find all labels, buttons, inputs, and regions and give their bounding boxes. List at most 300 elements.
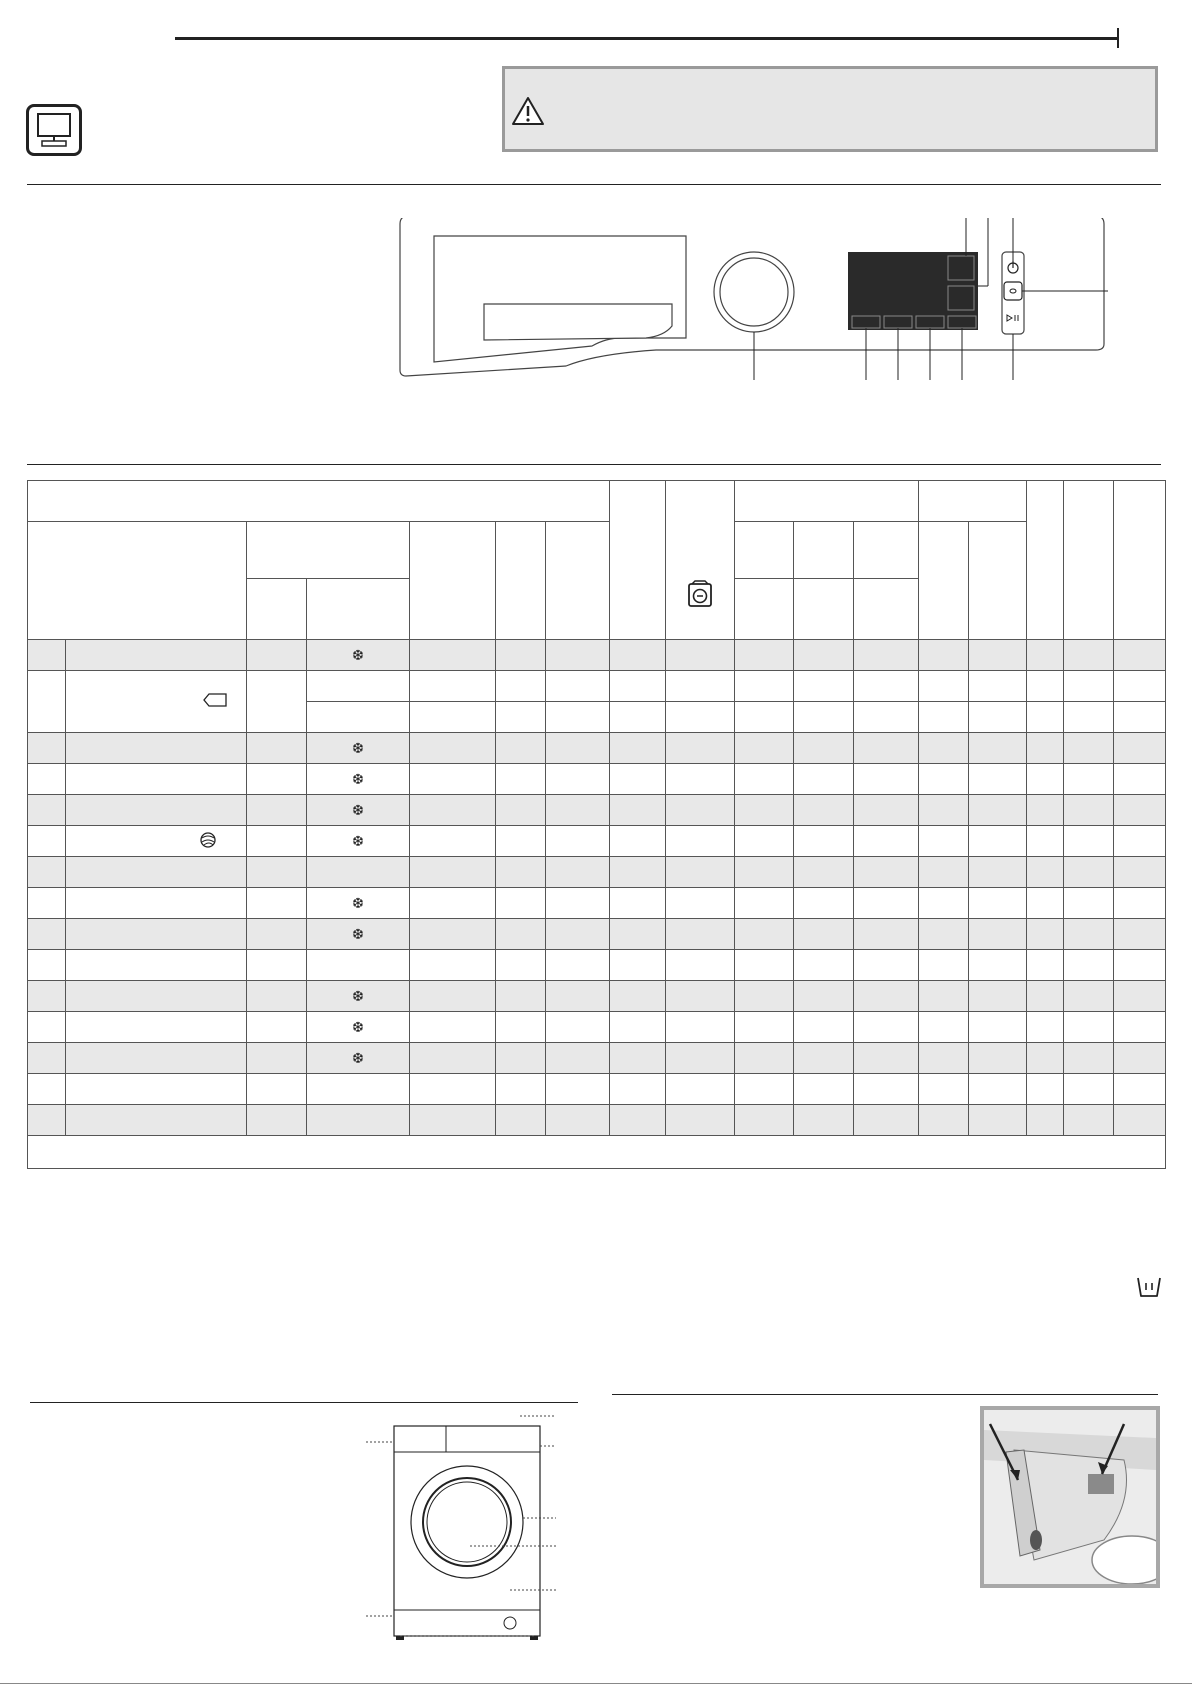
header-cell xyxy=(735,579,794,640)
table-header-row-2 xyxy=(28,522,1166,579)
table-cell xyxy=(1064,733,1114,764)
warning-box xyxy=(502,66,1158,152)
table-cell xyxy=(854,1043,919,1074)
table-cell xyxy=(496,1043,546,1074)
table-cell xyxy=(854,981,919,1012)
programme-name-cell xyxy=(66,1074,247,1105)
table-cell xyxy=(794,950,854,981)
table-cell xyxy=(794,1105,854,1136)
table-cell xyxy=(735,981,794,1012)
table-cell xyxy=(969,919,1027,950)
programme-name-cell xyxy=(66,764,247,795)
table-cell xyxy=(546,1012,610,1043)
table-cell xyxy=(1114,826,1166,857)
table-cell xyxy=(247,764,307,795)
table-cell xyxy=(1027,857,1064,888)
steam-drum-icon xyxy=(687,580,713,608)
table-cell xyxy=(307,1074,410,1105)
table-cell xyxy=(854,826,919,857)
table-cell xyxy=(1027,1043,1064,1074)
table-cell xyxy=(546,981,610,1012)
table-row xyxy=(28,640,1166,671)
table-cell xyxy=(919,1105,969,1136)
table-row xyxy=(28,919,1166,950)
programme-name-cell xyxy=(66,795,247,826)
table-cell xyxy=(1027,1012,1064,1043)
table-cell xyxy=(666,1074,735,1105)
snowflake-icon: ❆ xyxy=(352,832,364,849)
table-cell xyxy=(307,733,410,764)
table-cell xyxy=(919,1043,969,1074)
programme-number-cell xyxy=(28,1074,66,1105)
table-cell xyxy=(546,1043,610,1074)
table-row xyxy=(28,764,1166,795)
table-cell xyxy=(854,1105,919,1136)
table-cell xyxy=(735,702,794,733)
table-row xyxy=(28,1043,1166,1074)
table-cell xyxy=(546,857,610,888)
table-cell xyxy=(247,640,307,671)
table-cell xyxy=(1027,981,1064,1012)
table-cell xyxy=(1027,764,1064,795)
table-cell xyxy=(1114,640,1166,671)
table-cell xyxy=(410,826,496,857)
table-cell xyxy=(1064,919,1114,950)
table-cell xyxy=(496,1105,546,1136)
table-cell xyxy=(794,702,854,733)
table-cell xyxy=(854,671,919,702)
table-row xyxy=(28,1074,1166,1105)
table-cell xyxy=(969,1105,1027,1136)
header-cell xyxy=(735,522,794,579)
table-cell xyxy=(546,733,610,764)
programme-number-cell xyxy=(28,1012,66,1043)
table-cell xyxy=(1114,702,1166,733)
table-footer-cell xyxy=(28,1136,1166,1169)
table-cell xyxy=(1114,857,1166,888)
table-cell xyxy=(546,795,610,826)
table-cell xyxy=(1114,671,1166,702)
programme-table-body xyxy=(28,640,1166,1136)
table-cell xyxy=(410,733,496,764)
monitor-icon xyxy=(26,104,82,156)
header-cell xyxy=(546,522,610,640)
table-cell xyxy=(1114,1074,1166,1105)
section-rule-left xyxy=(30,1402,578,1403)
table-cell xyxy=(735,857,794,888)
snowflake-icon: ❆ xyxy=(352,739,364,756)
table-cell xyxy=(854,1074,919,1105)
display-screen xyxy=(848,252,978,330)
table-row xyxy=(28,981,1166,1012)
table-cell xyxy=(666,671,735,702)
table-cell xyxy=(496,919,546,950)
table-cell xyxy=(969,1012,1027,1043)
programme-number-cell xyxy=(28,671,66,733)
table-cell xyxy=(610,764,666,795)
table-cell xyxy=(307,795,410,826)
bottom-rule xyxy=(0,1683,1192,1684)
header-cell xyxy=(1027,481,1064,640)
table-cell xyxy=(610,1043,666,1074)
table-cell xyxy=(410,671,496,702)
table-cell xyxy=(410,764,496,795)
table-cell xyxy=(666,950,735,981)
table-cell xyxy=(919,671,969,702)
label-tag-icon xyxy=(203,693,227,707)
table-cell xyxy=(1064,1074,1114,1105)
table-cell xyxy=(969,888,1027,919)
table-cell xyxy=(247,919,307,950)
table-cell xyxy=(1027,702,1064,733)
table-cell xyxy=(666,795,735,826)
snowflake-icon: ❆ xyxy=(352,770,364,787)
table-cell xyxy=(794,981,854,1012)
table-cell xyxy=(969,950,1027,981)
table-cell xyxy=(307,1043,410,1074)
table-cell xyxy=(546,826,610,857)
snowflake-icon: ❆ xyxy=(352,801,364,818)
snowflake-icon: ❆ xyxy=(352,1049,364,1066)
section-rule-1 xyxy=(27,184,1161,185)
table-cell xyxy=(1114,981,1166,1012)
table-row xyxy=(28,671,1166,702)
table-cell xyxy=(1027,950,1064,981)
table-row xyxy=(28,950,1166,981)
table-cell xyxy=(1027,671,1064,702)
header-cell xyxy=(794,522,854,579)
table-row xyxy=(28,857,1166,888)
table-cell xyxy=(854,795,919,826)
table-cell xyxy=(307,919,410,950)
table-cell xyxy=(919,640,969,671)
table-cell xyxy=(919,826,969,857)
table-row xyxy=(28,888,1166,919)
table-row xyxy=(28,1105,1166,1136)
table-cell xyxy=(247,888,307,919)
table-cell xyxy=(1064,826,1114,857)
table-cell xyxy=(919,1074,969,1105)
programme-name-cell xyxy=(66,857,247,888)
table-cell xyxy=(1114,1105,1166,1136)
table-cell xyxy=(496,795,546,826)
header-cell xyxy=(496,522,546,640)
table-cell xyxy=(546,950,610,981)
table-cell xyxy=(1114,795,1166,826)
table-cell xyxy=(307,1012,410,1043)
programme-table xyxy=(27,480,1166,1169)
table-cell xyxy=(1064,950,1114,981)
table-cell xyxy=(546,919,610,950)
table-cell xyxy=(854,640,919,671)
table-cell xyxy=(854,1012,919,1043)
table-cell xyxy=(546,702,610,733)
table-cell xyxy=(919,795,969,826)
table-cell xyxy=(1027,826,1064,857)
table-cell xyxy=(1027,1105,1064,1136)
programme-number-cell xyxy=(28,919,66,950)
top-rule-tick xyxy=(1117,28,1119,48)
table-cell xyxy=(410,1105,496,1136)
table-cell xyxy=(1027,888,1064,919)
table-cell xyxy=(410,981,496,1012)
table-cell xyxy=(410,950,496,981)
table-cell xyxy=(919,950,969,981)
table-cell xyxy=(496,826,546,857)
table-cell xyxy=(666,826,735,857)
table-cell xyxy=(410,795,496,826)
table-cell xyxy=(969,795,1027,826)
table-cell xyxy=(307,640,410,671)
table-cell xyxy=(735,888,794,919)
table-cell xyxy=(1027,795,1064,826)
header-cell xyxy=(854,579,919,640)
table-cell xyxy=(496,640,546,671)
table-cell xyxy=(410,1074,496,1105)
table-cell xyxy=(1114,1012,1166,1043)
table-cell xyxy=(247,857,307,888)
snowflake-icon: ❆ xyxy=(352,646,364,663)
table-cell xyxy=(496,1012,546,1043)
programme-name-cell xyxy=(66,1012,247,1043)
header-cell xyxy=(410,522,496,640)
table-cell xyxy=(307,826,410,857)
programme-name-cell xyxy=(66,1105,247,1136)
table-cell xyxy=(854,888,919,919)
table-cell xyxy=(610,795,666,826)
programme-number-cell xyxy=(28,795,66,826)
table-cell xyxy=(1064,702,1114,733)
table-cell xyxy=(1114,919,1166,950)
table-cell xyxy=(496,857,546,888)
table-cell xyxy=(1064,795,1114,826)
table-cell xyxy=(735,1074,794,1105)
table-cell xyxy=(247,671,307,733)
table-footer-row xyxy=(28,1136,1166,1169)
table-cell xyxy=(794,1012,854,1043)
table-cell xyxy=(1064,888,1114,919)
programme-name-cell xyxy=(66,888,247,919)
table-cell xyxy=(1027,919,1064,950)
table-cell xyxy=(794,764,854,795)
table-cell xyxy=(410,1043,496,1074)
detergent-drawer-photo xyxy=(980,1406,1160,1588)
header-cell xyxy=(610,481,666,640)
table-cell xyxy=(1064,1012,1114,1043)
table-cell xyxy=(546,1074,610,1105)
washing-machine-front-icon xyxy=(360,1410,560,1640)
table-cell xyxy=(610,702,666,733)
top-rule xyxy=(175,37,1117,40)
header-cell xyxy=(969,522,1027,640)
table-cell xyxy=(666,640,735,671)
table-cell xyxy=(307,671,410,702)
table-cell xyxy=(307,764,410,795)
table-cell xyxy=(1064,1105,1114,1136)
table-cell xyxy=(854,702,919,733)
table-cell xyxy=(1064,640,1114,671)
programme-number-cell xyxy=(28,640,66,671)
table-cell xyxy=(919,981,969,1012)
table-cell xyxy=(610,888,666,919)
header-cell xyxy=(28,522,247,640)
snowflake-icon: ❆ xyxy=(352,1018,364,1035)
section-rule-right xyxy=(612,1394,1158,1395)
programme-name-cell xyxy=(66,950,247,981)
table-cell xyxy=(854,764,919,795)
table-cell xyxy=(610,1012,666,1043)
header-cell xyxy=(794,579,854,640)
table-cell xyxy=(969,1074,1027,1105)
programme-name-cell xyxy=(66,733,247,764)
programme-number-cell xyxy=(28,981,66,1012)
table-cell xyxy=(610,1074,666,1105)
table-cell xyxy=(610,857,666,888)
table-cell xyxy=(919,1012,969,1043)
table-row xyxy=(28,1012,1166,1043)
table-cell xyxy=(666,733,735,764)
table-cell xyxy=(735,826,794,857)
table-cell xyxy=(735,950,794,981)
header-cell xyxy=(28,481,610,522)
table-cell xyxy=(666,764,735,795)
table-cell xyxy=(794,1074,854,1105)
key-lock-icon xyxy=(1004,282,1022,300)
programme-number-cell xyxy=(28,764,66,795)
table-cell xyxy=(247,981,307,1012)
table-cell xyxy=(307,1105,410,1136)
header-cell xyxy=(247,522,410,579)
table-cell xyxy=(247,1012,307,1043)
table-cell xyxy=(735,1012,794,1043)
table-cell xyxy=(666,1043,735,1074)
programme-number-cell xyxy=(28,826,66,857)
table-cell xyxy=(735,1043,794,1074)
snowflake-icon: ❆ xyxy=(352,925,364,942)
table-cell xyxy=(666,888,735,919)
table-cell xyxy=(794,888,854,919)
table-cell xyxy=(496,981,546,1012)
header-cell xyxy=(1064,481,1114,640)
table-cell xyxy=(410,702,496,733)
table-cell xyxy=(1064,671,1114,702)
table-cell xyxy=(735,640,794,671)
table-cell xyxy=(735,671,794,702)
table-cell xyxy=(794,857,854,888)
table-cell xyxy=(969,857,1027,888)
table-row xyxy=(28,795,1166,826)
table-cell xyxy=(794,640,854,671)
table-cell xyxy=(610,826,666,857)
table-cell xyxy=(854,919,919,950)
table-cell xyxy=(546,640,610,671)
table-cell xyxy=(247,795,307,826)
table-cell xyxy=(666,981,735,1012)
table-cell xyxy=(1064,1043,1114,1074)
table-cell xyxy=(666,1105,735,1136)
table-cell xyxy=(496,733,546,764)
table-cell xyxy=(854,857,919,888)
table-cell xyxy=(410,1012,496,1043)
table-cell xyxy=(969,640,1027,671)
table-cell xyxy=(1114,733,1166,764)
table-cell xyxy=(546,888,610,919)
table-cell xyxy=(1064,857,1114,888)
table-cell xyxy=(546,1105,610,1136)
table-cell xyxy=(666,702,735,733)
table-cell xyxy=(610,733,666,764)
table-cell xyxy=(969,764,1027,795)
table-cell xyxy=(496,764,546,795)
programme-number-cell xyxy=(28,888,66,919)
table-cell xyxy=(1114,1043,1166,1074)
table-cell xyxy=(610,1105,666,1136)
table-cell xyxy=(1064,981,1114,1012)
header-cell xyxy=(735,481,919,522)
table-cell xyxy=(794,671,854,702)
table-cell xyxy=(247,950,307,981)
table-cell xyxy=(410,888,496,919)
programme-name-cell xyxy=(66,1043,247,1074)
table-cell xyxy=(610,919,666,950)
table-cell xyxy=(854,733,919,764)
programme-number-cell xyxy=(28,1105,66,1136)
table-cell xyxy=(969,733,1027,764)
table-cell xyxy=(247,1074,307,1105)
table-cell xyxy=(410,640,496,671)
header-cell xyxy=(307,579,410,640)
table-cell xyxy=(247,733,307,764)
warning-triangle-icon xyxy=(511,95,545,127)
table-cell xyxy=(794,795,854,826)
table-cell xyxy=(546,671,610,702)
table-cell xyxy=(496,671,546,702)
programme-name-cell xyxy=(66,919,247,950)
header-cell-steam xyxy=(666,481,735,640)
snowflake-icon: ❆ xyxy=(352,894,364,911)
table-cell xyxy=(1027,640,1064,671)
hand-wash-basin-icon xyxy=(1136,1276,1162,1298)
table-cell xyxy=(247,1105,307,1136)
table-cell xyxy=(735,1105,794,1136)
table-cell xyxy=(666,857,735,888)
table-cell xyxy=(735,795,794,826)
table-cell xyxy=(919,888,969,919)
programme-name-cell xyxy=(66,671,247,733)
table-cell xyxy=(247,826,307,857)
table-cell xyxy=(496,702,546,733)
table-cell xyxy=(410,857,496,888)
table-cell xyxy=(666,919,735,950)
programme-number-cell xyxy=(28,950,66,981)
table-cell xyxy=(735,733,794,764)
table-cell xyxy=(794,919,854,950)
programme-number-cell xyxy=(28,857,66,888)
table-cell xyxy=(1027,1074,1064,1105)
table-header-row-1 xyxy=(28,481,1166,522)
table-cell xyxy=(794,733,854,764)
wool-ball-icon xyxy=(199,831,217,849)
table-cell xyxy=(496,950,546,981)
table-cell xyxy=(969,1043,1027,1074)
table-cell xyxy=(307,888,410,919)
table-cell xyxy=(1114,764,1166,795)
table-cell xyxy=(307,702,410,733)
table-cell xyxy=(969,826,1027,857)
table-cell xyxy=(919,702,969,733)
table-cell xyxy=(610,640,666,671)
programme-name-cell xyxy=(66,981,247,1012)
